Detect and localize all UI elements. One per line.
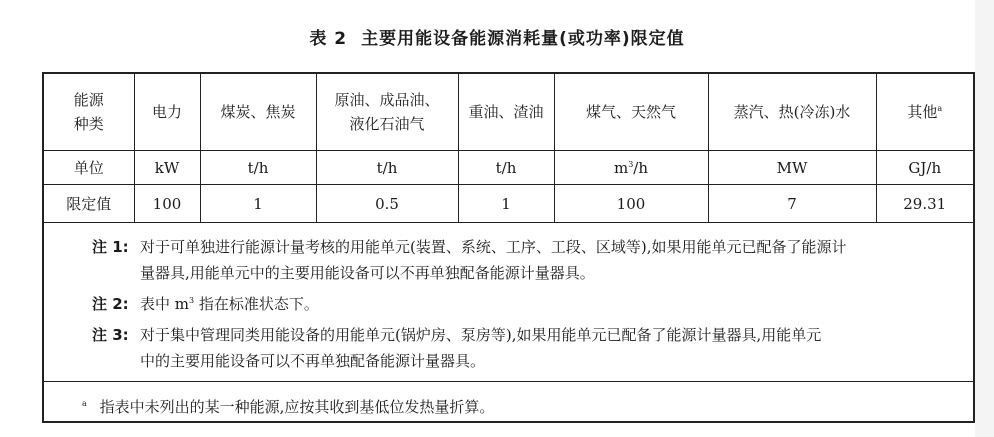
unit-coal: t/h	[200, 151, 316, 185]
unit-gas-rate: /h	[633, 158, 649, 177]
limit-steam: 7	[708, 185, 876, 223]
unit-oil: t/h	[316, 151, 458, 185]
note-2-tag: 注 2:	[92, 295, 129, 313]
header-heavy-oil: 重油、渣油	[458, 74, 554, 151]
energy-limit-table	[44, 74, 973, 223]
header-other	[876, 74, 973, 151]
table-caption	[0, 24, 994, 54]
header-category-line2: 种类	[73, 115, 104, 133]
limit-gas: 100	[554, 185, 708, 223]
header-oil-line1: 原油、成品油、	[334, 91, 440, 109]
header-category-line1: 能源	[73, 91, 104, 109]
header-gas: 煤气、天然气	[554, 74, 708, 151]
limit-other: 29.31	[876, 185, 973, 223]
unit-steam: MW	[708, 151, 876, 185]
footnote-marker: a	[937, 104, 943, 113]
note-3	[92, 322, 972, 374]
header-row	[44, 74, 973, 151]
header-oil	[316, 74, 458, 151]
footnote	[82, 395, 494, 419]
notes-section	[44, 222, 973, 382]
header-other-label: 其他	[907, 103, 938, 121]
note-3-line1: 对于集中管理同类用能设备的用能单元(锅炉房、泵房等),如果用能单元已配备了能源计量器具,用能单元	[140, 326, 822, 344]
unit-row-label: 单位	[44, 151, 134, 185]
note-2-suffix: 指在标准状态下。	[194, 295, 319, 313]
unit-other: GJ/h	[876, 151, 973, 185]
limit-oil: 0.5	[316, 185, 458, 223]
note-2-text	[92, 291, 972, 317]
unit-gas	[554, 151, 708, 185]
header-steam: 蒸汽、热(冷冻)水	[708, 74, 876, 151]
note-2-exponent: 3	[189, 296, 195, 305]
note-2	[92, 291, 972, 317]
unit-gas-exponent: 3	[628, 159, 634, 169]
unit-row	[44, 151, 973, 185]
table-number: 表 2	[309, 29, 348, 49]
header-oil-line2: 液化石油气	[349, 115, 425, 133]
standard-table-frame	[42, 72, 975, 423]
limit-coal: 1	[200, 185, 316, 223]
limit-row-label: 限定值	[44, 185, 134, 223]
footnote-mark: a	[82, 399, 87, 408]
limit-electricity: 100	[134, 185, 200, 223]
unit-gas-base: m	[613, 158, 629, 177]
note-1-line2: 量器具,用能单元中的主要用能设备可以不再单独配备能源计量器具。	[140, 264, 595, 282]
note-2-prefix: 表中 m	[140, 295, 189, 313]
header-electricity: 电力	[134, 74, 200, 151]
limit-row	[44, 185, 973, 223]
header-energy-category	[44, 74, 134, 151]
limit-heavy-oil: 1	[458, 185, 554, 223]
note-1	[92, 234, 972, 286]
header-coal: 煤炭、焦炭	[200, 74, 316, 151]
note-3-tag: 注 3:	[92, 326, 129, 344]
note-1-line1: 对于可单独进行能源计量考核的用能单元(装置、系统、工序、工段、区域等),如果用能单元已配备了能源计	[140, 238, 847, 256]
page-edge-shade	[975, 0, 994, 437]
note-1-tag: 注 1:	[92, 238, 129, 256]
unit-electricity: kW	[134, 151, 200, 185]
footnote-text: 指表中未列出的某一种能源,应按其收到基低位发热量折算。	[99, 398, 495, 416]
unit-heavy-oil: t/h	[458, 151, 554, 185]
table-title: 主要用能设备能源消耗量(或功率)限定值	[361, 29, 685, 49]
note-3-line2: 中的主要用能设备可以不再单独配备能源计量器具。	[140, 352, 486, 370]
